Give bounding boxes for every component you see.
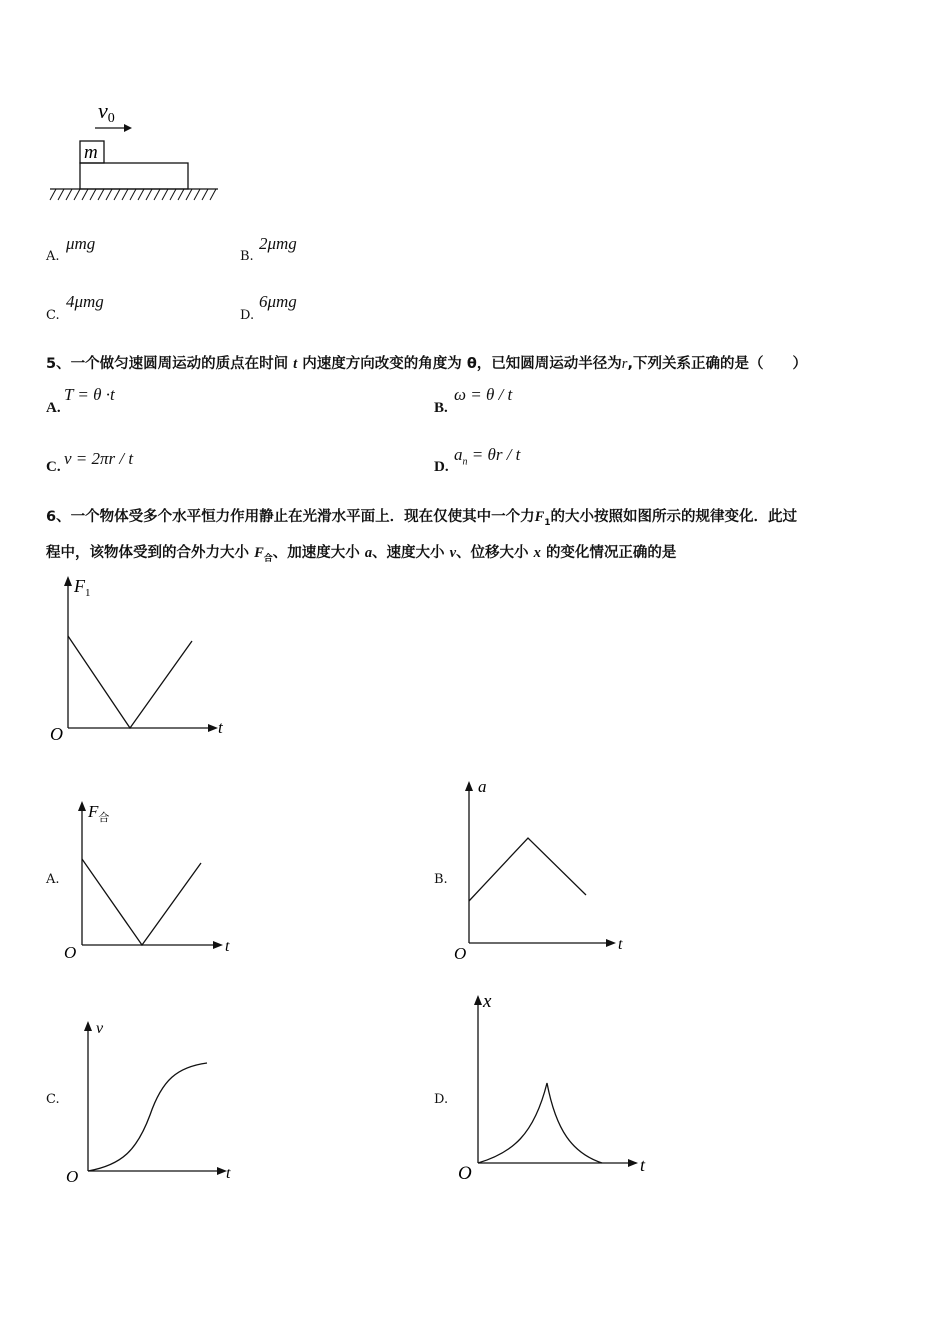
q4-option-c-value: 4μmg	[66, 292, 104, 311]
net-force-axis-label: $F_合$	[88, 802, 110, 824]
option-b-graph	[448, 775, 633, 965]
time-axis-label: t	[225, 938, 230, 955]
time-axis-label: t	[218, 718, 223, 737]
q4-option-a-value: μmg	[66, 234, 96, 253]
acceleration-axis-label: a	[478, 777, 487, 796]
q6-option-a-label[interactable]: A.	[46, 872, 60, 887]
ground-hatch	[50, 189, 216, 200]
option-a-graph	[60, 795, 245, 965]
q6-stem-line2: 程中，该物体受到的合外力大小 $F_合$、加速度大小 a、速度大小 v、位移大小 x 的变化情况正确的是	[46, 545, 677, 564]
displacement-curve	[478, 1083, 602, 1163]
f1-axis-label: $F_1$	[74, 576, 91, 599]
mass-label: m	[84, 142, 98, 163]
origin-label: O	[64, 943, 77, 962]
f1-curve	[68, 636, 192, 728]
velocity-curve	[88, 1063, 207, 1171]
time-axis-label: t	[226, 1165, 231, 1182]
acceleration-curve	[469, 838, 586, 901]
q5-option-b-value: ω = θ / t	[454, 385, 513, 404]
q4-option-d-label[interactable]: D.	[240, 308, 255, 323]
q5-option-c-value: v = 2πr / t	[64, 449, 134, 468]
q6-option-c-label[interactable]: C.	[46, 1092, 60, 1107]
q6-option-b-label[interactable]: B.	[434, 872, 448, 887]
origin-label: O	[458, 1163, 472, 1184]
block-board-figure	[40, 92, 240, 212]
displacement-axis-label: x	[483, 991, 492, 1012]
origin-label: O	[66, 1167, 79, 1186]
q4-option-b-label[interactable]: B.	[240, 249, 254, 264]
origin-label: O	[50, 724, 63, 744]
f1-time-graph	[44, 572, 244, 747]
board	[80, 163, 188, 189]
q6-stem-line1: 6、一个物体受多个水平恒力作用静止在光滑水平面上．现在仅使其中一个力$F_1$的大小按照如图所示的规律变化．此过	[46, 509, 798, 528]
q4-option-b-value: 2μmg	[259, 234, 297, 253]
time-axis-label: t	[640, 1155, 646, 1175]
velocity-axis-label: v	[96, 1020, 104, 1037]
origin-label: O	[454, 944, 467, 963]
option-d-graph	[452, 985, 652, 1185]
q4-option-d-value: 6μmg	[259, 292, 297, 311]
q4-option-a-label[interactable]: A.	[46, 249, 60, 264]
q5-option-a-value: T = θ ·t	[64, 385, 115, 404]
velocity-label: v0	[98, 98, 115, 126]
option-c-graph	[62, 1015, 247, 1190]
q5-option-d-label[interactable]: D.	[434, 459, 449, 475]
time-axis-label: t	[618, 936, 623, 953]
q6-option-d-label[interactable]: D.	[434, 1092, 449, 1107]
net-force-curve	[82, 859, 201, 945]
q5-option-c-label[interactable]: C.	[46, 459, 61, 475]
q5-option-b-label[interactable]: B.	[434, 400, 448, 416]
q5-stem: 5、一个做匀速圆周运动的质点在时间 t 内速度方向改变的角度为 θ，已知圆周运动半径为r,下列关系正确的是（ ）	[46, 356, 807, 372]
q5-option-d-value: $a_n = \theta r / t$	[454, 445, 521, 468]
q4-option-c-label[interactable]: C.	[46, 308, 60, 323]
q5-option-a-label[interactable]: A.	[46, 400, 61, 416]
